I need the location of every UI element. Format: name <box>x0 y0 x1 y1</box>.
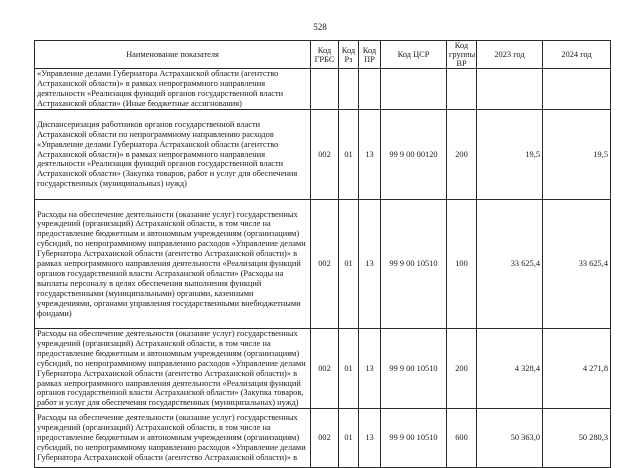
header-vr: Код группы ВР <box>447 41 477 69</box>
cell-rz: 01 <box>339 110 359 200</box>
cell-csr: 99 9 00 10510 <box>381 329 447 409</box>
table-row <box>35 329 611 409</box>
cell-2024: 50 280,3 <box>543 409 611 468</box>
cell-vr: 600 <box>447 409 477 468</box>
budget-table <box>34 40 611 468</box>
cell-2023: 50 363,0 <box>477 409 543 468</box>
cell-csr: 99 9 00 10510 <box>381 200 447 329</box>
header-csr: Код ЦСР <box>381 41 447 69</box>
cell-vr: 100 <box>447 200 477 329</box>
cell-2023: 19,5 <box>477 110 543 200</box>
cell-grbs: 002 <box>311 409 339 468</box>
cell-2023: 33 625,4 <box>477 200 543 329</box>
header-grbs: Код ГРБС <box>311 41 339 69</box>
cell-vr: 200 <box>447 329 477 409</box>
cell-grbs: 002 <box>311 110 339 200</box>
cell-name: Расходы на обеспечение деятельности (оказание услуг) государственных учреждений (организаций) Астраханской области, в том числе на предоставление бюджетным и автономным учреждениям (организациям) субсидий, по непрограммному направлению расходов «Управление делами Губернатора Астраханской области (агентство Астраханской области)» в рамках непрограммного направления деятельности «Реализация функций органов государственной власти Астраханской области» (Расходы на выплаты персоналу в целях обеспечения выполнения функций государственными (муниципальными) органами, казенными учреждениями, органами управления государственными внебюджетными фондами) <box>35 200 311 329</box>
cell-grbs: 002 <box>311 329 339 409</box>
cell-name: Расходы на обеспечение деятельности (оказание услуг) государственных учреждений (организаций) Астраханской области, в том числе на предоставление бюджетным и автономным учреждениям (организациям) субсидий, по непрограммному направлению расходов «Управление делами Губернатора Астраханской области (агентство Астраханской области)» в <box>35 409 311 468</box>
cell-rz: 01 <box>339 329 359 409</box>
cell-grbs <box>311 69 339 110</box>
cell-name: Расходы на обеспечение деятельности (оказание услуг) государственных учреждений (организаций) Астраханской области, в том числе на предоставление бюджетным и автономным учреждениям (организациям) субсидий, по непрограммному направлению расходов «Управление делами Губернатора Астраханской области (агентство Астраханской области)» в рамках непрограммного направления деятельности «Реализация функций органов государственной власти Астраханской области» (Закупка товаров, работ и услуг для обеспечения государственных (муниципальных) нужд) <box>35 329 311 409</box>
cell-2024: 19,5 <box>543 110 611 200</box>
cell-csr: 99 9 00 00120 <box>381 110 447 200</box>
cell-csr: 99 9 00 10510 <box>381 409 447 468</box>
cell-2024: 33 625,4 <box>543 200 611 329</box>
cell-rz <box>339 69 359 110</box>
cell-rz: 01 <box>339 409 359 468</box>
table-row <box>35 110 611 200</box>
cell-2023 <box>477 69 543 110</box>
header-2024: 2024 год <box>543 41 611 69</box>
cell-name: Диспансеризация работников органов государственной власти Астраханской области по непрограммному направлению расходов «Управление делами Губернатора Астраханской области (агентство Астраханской области)» в рамках непрограммного направления деятельности «Реализация функций органов государственной власти Астраханской области» (Закупка товаров, работ и услуг для обеспечения государственных (муниципальных) нужд) <box>35 110 311 200</box>
cell-pr: 13 <box>359 200 381 329</box>
cell-vr <box>447 69 477 110</box>
table-row <box>35 409 611 468</box>
cell-name: «Управление делами Губернатора Астраханской области (агентство Астраханской области)» в рамках непрограммного направления деятельности «Реализация функций органов государственной власти Астраханской области» (Иные бюджетные ассигнования) <box>35 69 311 110</box>
cell-2024 <box>543 69 611 110</box>
cell-pr: 13 <box>359 110 381 200</box>
header-rz: Код Рз <box>339 41 359 69</box>
cell-2023: 4 328,4 <box>477 329 543 409</box>
cell-rz: 01 <box>339 200 359 329</box>
page-number: 528 <box>313 22 327 32</box>
cell-pr: 13 <box>359 329 381 409</box>
header-pr: Код ПР <box>359 41 381 69</box>
table-row <box>35 69 611 110</box>
header-2023: 2023 год <box>477 41 543 69</box>
cell-pr: 13 <box>359 409 381 468</box>
table-header-row <box>35 41 611 69</box>
cell-2024: 4 271,8 <box>543 329 611 409</box>
header-name: Наименование показателя <box>35 41 311 69</box>
cell-grbs: 002 <box>311 200 339 329</box>
cell-csr <box>381 69 447 110</box>
table-row <box>35 200 611 329</box>
cell-pr <box>359 69 381 110</box>
cell-vr: 200 <box>447 110 477 200</box>
